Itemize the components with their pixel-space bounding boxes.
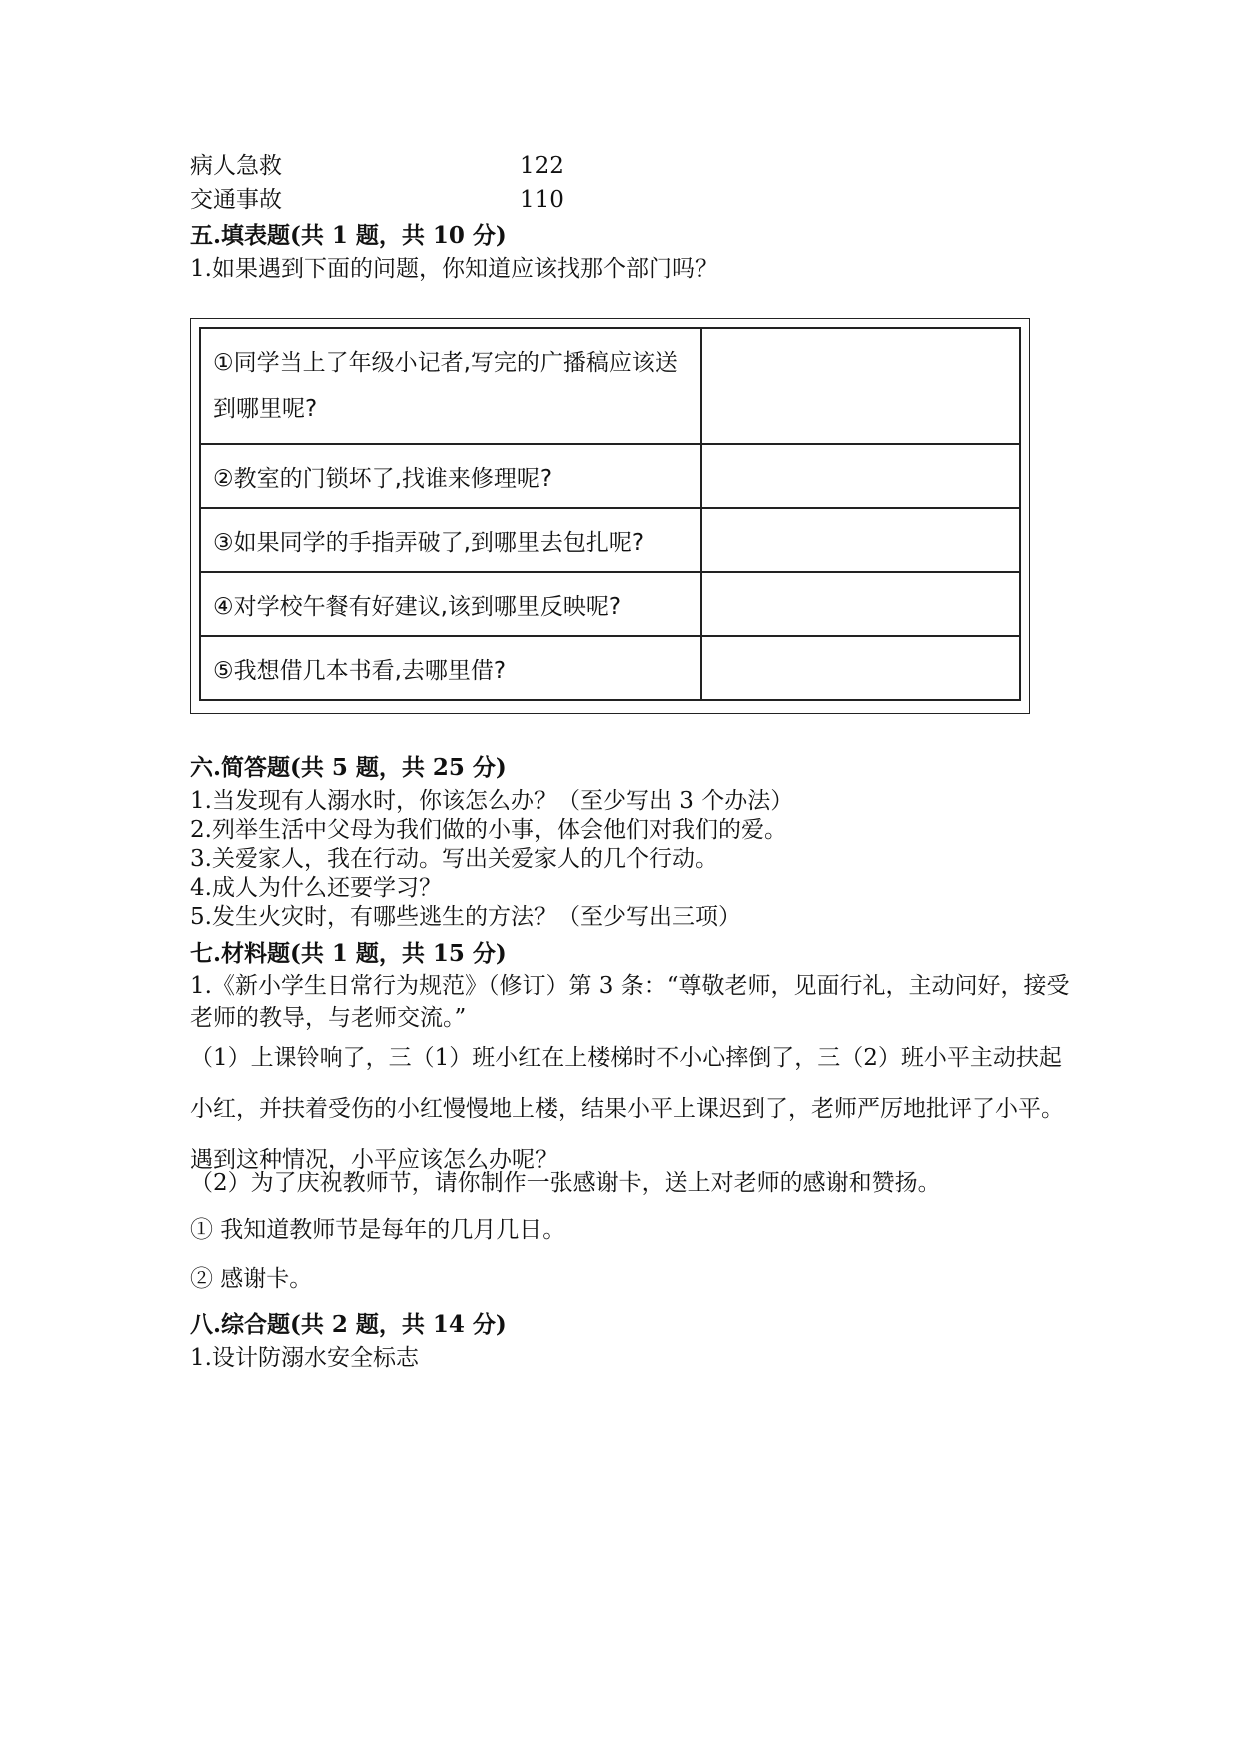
section7-part2: （2）为了庆祝教师节，请你制作一张感谢卡，送上对老师的感谢和赞扬。 (190, 1170, 941, 1196)
hotline-number-1: 122 (520, 153, 564, 179)
table-answer-cell[interactable] (701, 572, 1020, 636)
section6-question-4: 4.成人为什么还要学习？ (190, 875, 442, 901)
section7-heading: 七.材料题(共 1 题，共 15 分) (190, 940, 507, 967)
table-row (200, 444, 1020, 508)
section6-question-5: 5.发生火灾时，有哪些逃生的方法？（至少写出三项） (190, 904, 741, 930)
section7-intro: 1.《新小学生日常行为规范》（修订）第 3 条：“尊敬老师，见面行礼，主动问好，接受老师的教导，与老师交流。” (190, 973, 1070, 1031)
table-row (200, 508, 1020, 572)
table-question-cell: ⑤我想借几本书看,去哪里借? (200, 636, 701, 700)
section7-part1: （1）上课铃响了，三（1）班小红在上楼梯时不小心摔倒了，三（2）班小平主动扶起小红，并扶着受伤的小红慢慢地上楼，结果小平上课迟到了，老师严厉地批评了小平。遇到这种情况，小平应该怎么办呢？ (190, 1045, 1064, 1173)
section8-question: 1.设计防溺水安全标志 (190, 1345, 419, 1371)
table-question-cell: ③如果同学的手指弄破了,到哪里去包扎呢? (200, 508, 701, 572)
fill-table-frame (190, 318, 1030, 714)
table-row (200, 572, 1020, 636)
table-question-cell: ②教室的门锁坏了,找谁来修理呢? (200, 444, 701, 508)
hotline-label-1: 病人急救 (190, 153, 282, 179)
table-question-cell: ④对学校午餐有好建议,该到哪里反映呢? (200, 572, 701, 636)
section8-heading: 八.综合题(共 2 题，共 14 分) (190, 1311, 507, 1338)
table-answer-cell[interactable] (701, 328, 1020, 444)
hotline-label-2: 交通事故 (190, 187, 282, 213)
table-answer-cell[interactable] (701, 636, 1020, 700)
section6-heading: 六.简答题(共 5 题，共 25 分) (190, 754, 507, 781)
fill-table (199, 327, 1021, 701)
section6-question-2: 2.列举生活中父母为我们做的小事，体会他们对我们的爱。 (190, 817, 787, 843)
section7-sub1: ① 我知道教师节是每年的几月几日。 (190, 1217, 566, 1243)
section6-question-1: 1.当发现有人溺水时，你该怎么办？（至少写出 3 个办法） (190, 788, 794, 814)
hotline-number-2: 110 (520, 187, 564, 213)
table-answer-cell[interactable] (701, 444, 1020, 508)
table-question-cell: ①同学当上了年级小记者,写完的广播稿应该送到哪里呢? (200, 328, 701, 444)
table-answer-cell[interactable] (701, 508, 1020, 572)
section5-question: 1.如果遇到下面的问题，你知道应该找那个部门吗？ (190, 256, 718, 282)
section6-question-3: 3.关爱家人，我在行动。写出关爱家人的几个行动。 (190, 846, 718, 872)
table-row (200, 636, 1020, 700)
section5-heading: 五.填表题(共 1 题，共 10 分) (190, 222, 507, 249)
section7-sub2: ② 感谢卡。 (190, 1266, 313, 1292)
table-row (200, 328, 1020, 444)
